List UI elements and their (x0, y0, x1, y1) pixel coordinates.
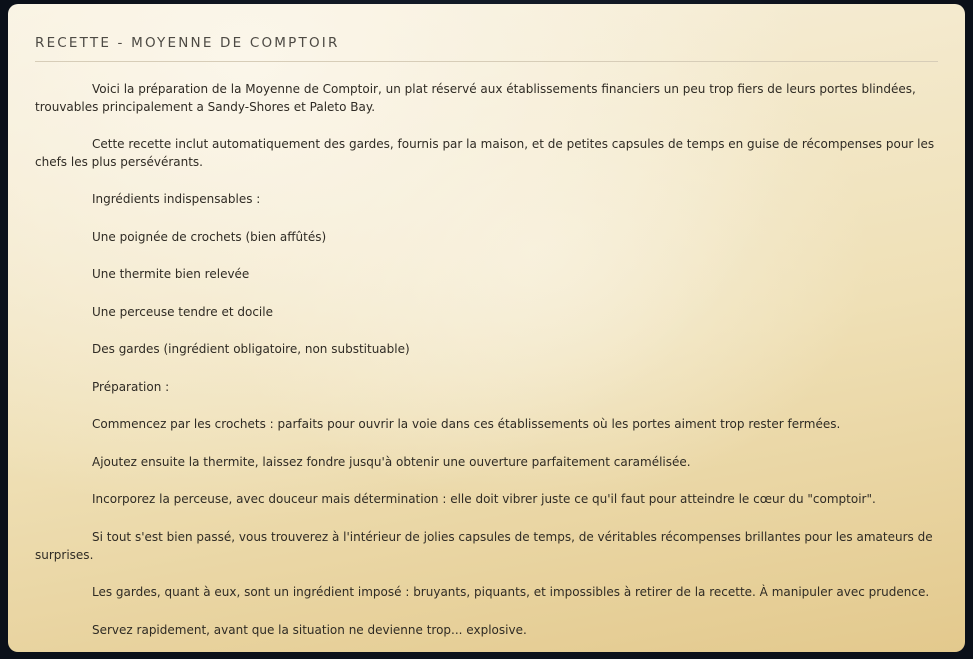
ingredient-item: Des gardes (ingrédient obligatoire, non substituable) (92, 342, 410, 356)
details-paragraph: Cette recette inclut automatiquement des gardes, fournis par la maison, et de petites capsules de temps en guise de récompenses pour les chefs les plus persévérants. (35, 137, 935, 169)
preparation-step: Incorporez la perceuse, avec douceur mais détermination : elle doit vibrer juste ce qu'il faut pour atteindre le cœur du "comptoir". (92, 492, 876, 506)
recipe-content (35, 80, 938, 639)
title-divider (35, 61, 938, 62)
preparation-step: Si tout s'est bien passé, vous trouverez à l'intérieur de jolies capsules de temps, de véritables récompenses brillantes pour les amateurs de surprises. (35, 529, 933, 562)
ingredient-item: Une thermite bien relevée (92, 267, 250, 281)
recipe-card (8, 4, 965, 652)
intro-paragraph: Voici la préparation de la Moyenne de Comptoir, un plat réservé aux établissements financiers un peu trop fiers de leurs portes blindées, trouvables principalement a Sandy-Shores et Paleto Bay. (35, 82, 916, 114)
ingredient-item: Une poignée de crochets (bien affûtés) (92, 229, 327, 244)
ingredients-heading: Ingrédients indispensables : (92, 192, 261, 206)
ingredient-item: Une perceuse tendre et docile (92, 304, 273, 319)
preparation-step: Ajoutez ensuite la thermite, laissez fondre jusqu'à obtenir une ouverture parfaitement caramélisée. (92, 454, 691, 469)
preparation-heading: Préparation : (92, 379, 170, 394)
preparation-step: Les gardes, quant à eux, sont un ingrédient imposé : bruyants, piquants, et impossibles à retirer de la recette. À manipuler avec prudence. (92, 585, 930, 599)
card-title: RECETTE - MOYENNE DE COMPTOIR (35, 35, 340, 51)
preparation-step: Commencez par les crochets : parfaits pour ouvrir la voie dans ces établissements où les portes aiment trop rester fermées. (92, 417, 841, 431)
preparation-step: Servez rapidement, avant que la situation ne devienne trop... explosive. (92, 622, 527, 637)
